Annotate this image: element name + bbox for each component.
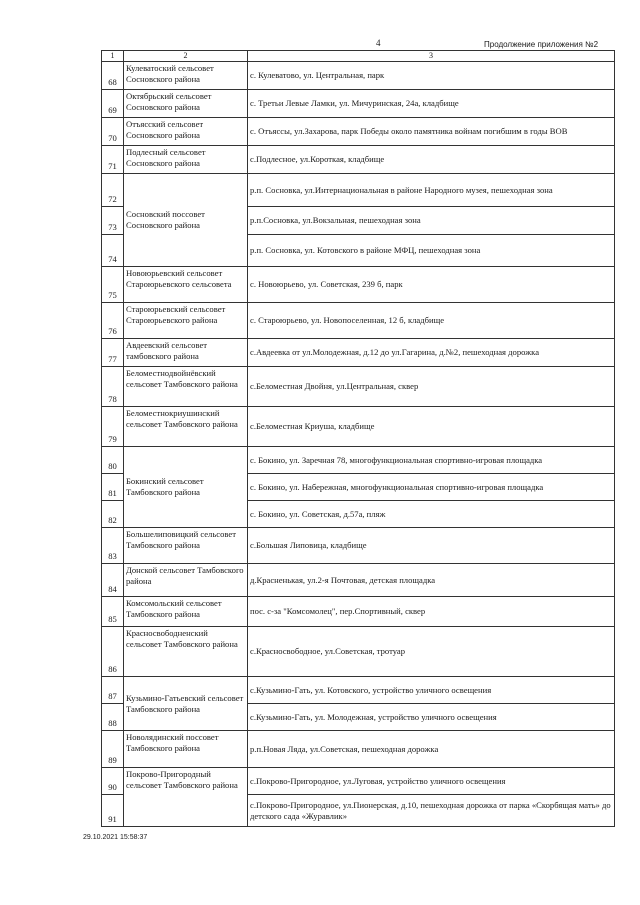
location-cell: д.Красненькая, ул.2-я Почтовая, детская площадка: [248, 564, 615, 597]
row-number: 88: [102, 704, 124, 731]
table-row: [102, 339, 615, 367]
municipality-cell: Беломестнокриушинский сельсовет Тамбовского района: [124, 407, 248, 447]
location-cell: с.Подлесное, ул.Короткая, кладбище: [248, 146, 615, 174]
municipality-cell: Покрово-Пригородный сельсовет Тамбовского района: [124, 768, 248, 827]
row-number: 78: [102, 367, 124, 407]
location-cell: р.п. Сосновка, ул.Интернациональная в районе Народного музея, пешеходная зона: [248, 174, 615, 207]
table-row: [102, 367, 615, 407]
table-row: [102, 267, 615, 303]
row-number: 74: [102, 235, 124, 267]
table-row: [102, 597, 615, 627]
location-cell: р.п. Сосновка, ул. Котовского в районе МФЦ, пешеходная зона: [248, 235, 615, 267]
location-cell: р.п.Новая Ляда, ул.Советская, пешеходная дорожка: [248, 731, 615, 768]
row-number: 90: [102, 768, 124, 795]
municipality-cell: Новоюрьевский сельсовет Староюрьевского сельсовета: [124, 267, 248, 303]
row-number: 87: [102, 677, 124, 704]
table-row: [102, 303, 615, 339]
table-row: [102, 174, 615, 207]
row-number: 80: [102, 447, 124, 474]
row-number: 89: [102, 731, 124, 768]
table-row: [102, 146, 615, 174]
row-number: 68: [102, 62, 124, 90]
row-number: 81: [102, 474, 124, 501]
table-row: [102, 528, 615, 564]
municipality-cell: Отъясский сельсовет Сосновского района: [124, 118, 248, 146]
municipality-cell: Подлесный сельсовет Сосновского района: [124, 146, 248, 174]
row-number: 72: [102, 174, 124, 207]
location-cell: с. Третьи Левые Ламки, ул. Мичуринская, 24а, кладбище: [248, 90, 615, 118]
location-cell: с.Кузьмино-Гать, ул. Молодежная, устройство уличного освещения: [248, 704, 615, 731]
location-cell: с. Бокино, ул. Набережная, многофункциональная спортивно-игровая площадка: [248, 474, 615, 501]
table-row: [102, 564, 615, 597]
location-cell: р.п.Сосновка, ул.Вокзальная, пешеходная зона: [248, 207, 615, 235]
municipality-cell: Октябрьский сельсовет Сосновского района: [124, 90, 248, 118]
table-row: [102, 62, 615, 90]
row-number: 76: [102, 303, 124, 339]
row-number: 82: [102, 501, 124, 528]
document-table: [101, 50, 615, 827]
municipality-cell: Кулеватоский сельсовет Сосновского района: [124, 62, 248, 90]
row-number: 73: [102, 207, 124, 235]
row-number: 91: [102, 795, 124, 827]
column-header: 3: [248, 51, 615, 62]
row-number: 77: [102, 339, 124, 367]
municipality-cell: Староюрьевский сельсовет Староюрьевского района: [124, 303, 248, 339]
location-cell: с.Беломестная Криуша, кладбище: [248, 407, 615, 447]
municipality-cell: Комсомольский сельсовет Тамбовского района: [124, 597, 248, 627]
row-number: 75: [102, 267, 124, 303]
table-row: [102, 768, 615, 795]
location-cell: с. Бокино, ул. Заречная 78, многофункциональная спортивно-игровая площадка: [248, 447, 615, 474]
municipality-cell: Авдеевский сельсовет тамбовского района: [124, 339, 248, 367]
location-cell: пос. с-за "Комсомолец", пер.Спортивный, сквер: [248, 597, 615, 627]
table-row: [102, 677, 615, 704]
location-cell: с. Староюрьево, ул. Новопоселенная, 12 б, кладбище: [248, 303, 615, 339]
page-number: 4: [376, 38, 381, 48]
location-cell: с. Кулеватово, ул. Центральная, парк: [248, 62, 615, 90]
municipality-cell: Новолядинский поссовет Тамбовского района: [124, 731, 248, 768]
municipality-cell: Красносвободненский сельсовет Тамбовского района: [124, 627, 248, 677]
municipality-cell: Сосновский поссовет Сосновского района: [124, 174, 248, 267]
row-number: 69: [102, 90, 124, 118]
table-row: [102, 627, 615, 677]
row-number: 84: [102, 564, 124, 597]
location-cell: с.Кузьмино-Гать, ул. Котовского, устройство уличного освещения: [248, 677, 615, 704]
location-cell: с.Красносвободное, ул.Советская, тротуар: [248, 627, 615, 677]
municipality-cell: Кузьмино-Гатьевский сельсовет Тамбовского района: [124, 677, 248, 731]
scan-timestamp: 29.10.2021 15:58:37: [83, 834, 148, 841]
table-row: [102, 90, 615, 118]
municipality-cell: Беломестнодвойнёвский сельсовет Тамбовского района: [124, 367, 248, 407]
continuation-label: Продолжение приложения №2: [484, 40, 599, 49]
column-header: 2: [124, 51, 248, 62]
row-number: 70: [102, 118, 124, 146]
location-cell: с. Отъяссы, ул.Захарова, парк Победы около памятника войнам погибшим в годы ВОВ: [248, 118, 615, 146]
location-cell: с.Авдеевка от ул.Молодежная, д.12 до ул.Гагарина, д.№2, пешеходная дорожка: [248, 339, 615, 367]
row-number: 71: [102, 146, 124, 174]
row-number: 86: [102, 627, 124, 677]
column-header: 1: [102, 51, 124, 62]
table-row: [102, 118, 615, 146]
location-cell: с.Покрово-Пригородное, ул.Луговая, устройство уличного освещения: [248, 768, 615, 795]
location-cell: с. Бокино, ул. Советская, д.57а, пляж: [248, 501, 615, 528]
municipality-cell: Бокинский сельсовет Тамбовского района: [124, 447, 248, 528]
table-row: [102, 447, 615, 474]
table-header-row: [102, 51, 615, 62]
municipality-cell: Донской сельсовет Тамбовского района: [124, 564, 248, 597]
location-cell: с.Большая Липовица, кладбище: [248, 528, 615, 564]
row-number: 79: [102, 407, 124, 447]
table-row: [102, 731, 615, 768]
row-number: 83: [102, 528, 124, 564]
location-cell: с.Беломестная Двойня, ул.Центральная, сквер: [248, 367, 615, 407]
municipality-cell: Большелиповицкий сельсовет Тамбовского района: [124, 528, 248, 564]
table-row: [102, 407, 615, 447]
row-number: 85: [102, 597, 124, 627]
location-cell: с.Покрово-Пригородное, ул.Пионерская, д.10, пешеходная дорожка от парка «Скорбящая мать» до детского сада «Журавлик»: [248, 795, 615, 827]
location-cell: с. Новоюрьево, ул. Советская, 239 б, парк: [248, 267, 615, 303]
